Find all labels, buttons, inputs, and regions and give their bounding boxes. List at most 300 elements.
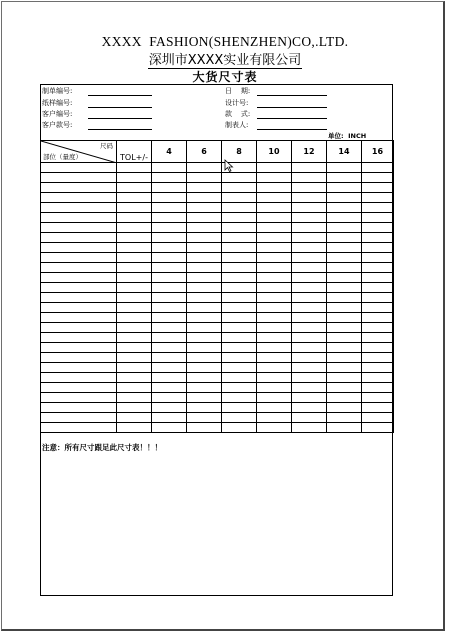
table-cell[interactable]	[222, 233, 257, 243]
table-cell[interactable]	[257, 423, 292, 433]
table-row	[41, 183, 394, 193]
table-cell[interactable]	[362, 303, 394, 313]
table-row	[41, 293, 394, 303]
table-row	[41, 353, 394, 363]
table-cell[interactable]	[327, 373, 362, 383]
table-cell[interactable]	[117, 313, 152, 323]
table-cell[interactable]	[362, 193, 394, 203]
table-cell[interactable]	[117, 203, 152, 213]
table-cell[interactable]	[327, 253, 362, 263]
table-cell[interactable]	[257, 273, 292, 283]
table-cell[interactable]	[187, 423, 222, 433]
table-cell[interactable]	[41, 353, 117, 363]
table-cell[interactable]	[41, 283, 117, 293]
table-cell[interactable]	[222, 173, 257, 183]
table-row	[41, 363, 394, 373]
table-cell[interactable]	[117, 323, 152, 333]
table-cell[interactable]	[257, 373, 292, 383]
table-row	[41, 283, 394, 293]
size-header-label: 尺码	[100, 142, 113, 150]
table-cell[interactable]	[41, 233, 117, 243]
table-cell[interactable]	[292, 413, 327, 423]
table-cell[interactable]	[327, 423, 362, 433]
table-cell[interactable]	[152, 383, 187, 393]
table-cell[interactable]	[222, 423, 257, 433]
table-cell[interactable]	[117, 363, 152, 373]
table-cell[interactable]	[152, 353, 187, 363]
table-cell[interactable]	[152, 283, 187, 293]
table-cell[interactable]	[117, 403, 152, 413]
table-cell[interactable]	[152, 293, 187, 303]
table-cell[interactable]	[362, 333, 394, 343]
table-row	[41, 243, 394, 253]
table-cell[interactable]	[187, 233, 222, 243]
table-cell[interactable]	[327, 283, 362, 293]
field-label-order-number: 制单编号:	[42, 87, 73, 95]
table-cell[interactable]	[152, 413, 187, 423]
table-cell[interactable]	[362, 313, 394, 323]
table-cell[interactable]	[362, 253, 394, 263]
table-cell[interactable]	[257, 393, 292, 403]
table-cell[interactable]	[362, 323, 394, 333]
table-cell[interactable]	[222, 183, 257, 193]
table-cell[interactable]	[327, 183, 362, 193]
table-cell[interactable]	[222, 353, 257, 363]
table-cell[interactable]	[292, 343, 327, 353]
table-cell[interactable]	[41, 213, 117, 223]
table-cell[interactable]	[362, 203, 394, 213]
table-cell[interactable]	[327, 363, 362, 373]
table-cell[interactable]	[41, 223, 117, 233]
table-cell[interactable]	[327, 343, 362, 353]
table-row	[41, 313, 394, 323]
table-cell[interactable]	[117, 253, 152, 263]
table-cell[interactable]	[257, 323, 292, 333]
table-cell[interactable]	[41, 393, 117, 403]
table-cell[interactable]	[292, 233, 327, 243]
table-cell[interactable]	[187, 273, 222, 283]
field-line-customer-number[interactable]	[88, 118, 152, 119]
table-cell[interactable]	[257, 283, 292, 293]
table-cell[interactable]	[41, 273, 117, 283]
table-row	[41, 213, 394, 223]
table-cell[interactable]	[327, 323, 362, 333]
table-cell[interactable]	[152, 273, 187, 283]
table-cell[interactable]	[152, 173, 187, 183]
table-cell[interactable]	[257, 193, 292, 203]
table-cell[interactable]	[257, 303, 292, 313]
table-cell[interactable]	[117, 273, 152, 283]
table-cell[interactable]	[292, 323, 327, 333]
table-cell[interactable]	[292, 423, 327, 433]
table-row	[41, 423, 394, 433]
table-cell[interactable]	[327, 333, 362, 343]
table-cell[interactable]	[222, 283, 257, 293]
table-cell[interactable]	[292, 333, 327, 343]
table-cell[interactable]	[292, 243, 327, 253]
table-cell[interactable]	[362, 413, 394, 423]
table-cell[interactable]	[41, 243, 117, 253]
table-row	[41, 373, 394, 383]
table-cell[interactable]	[292, 303, 327, 313]
part-header-label: 部位（量度）	[43, 153, 82, 161]
table-cell[interactable]	[117, 213, 152, 223]
field-line-pattern-number[interactable]	[88, 107, 152, 108]
table-row	[41, 383, 394, 393]
table-cell[interactable]	[257, 383, 292, 393]
table-cell[interactable]	[41, 293, 117, 303]
field-line-customer-style[interactable]	[88, 129, 152, 130]
table-cell[interactable]	[362, 183, 394, 193]
table-cell[interactable]	[152, 423, 187, 433]
table-cell[interactable]	[152, 203, 187, 213]
mouse-cursor-icon	[224, 159, 234, 173]
table-cell[interactable]	[222, 253, 257, 263]
table-cell[interactable]	[117, 413, 152, 423]
tol-header-cell: TOL+/-	[117, 141, 152, 163]
table-cell[interactable]	[187, 403, 222, 413]
field-label-customer-number: 客户编号:	[42, 110, 73, 118]
table-cell[interactable]	[222, 223, 257, 233]
field-line-style[interactable]	[257, 118, 327, 119]
table-cell[interactable]	[41, 363, 117, 373]
table-cell[interactable]	[152, 373, 187, 383]
table-cell[interactable]	[117, 263, 152, 273]
table-cell[interactable]	[117, 293, 152, 303]
table-cell[interactable]	[152, 213, 187, 223]
table-header-row	[41, 141, 394, 163]
table-cell[interactable]	[362, 293, 394, 303]
table-row	[41, 173, 394, 183]
table-cell[interactable]	[362, 163, 394, 173]
table-cell[interactable]	[222, 383, 257, 393]
field-label-style: 款 式:	[225, 110, 251, 118]
table-cell[interactable]	[292, 263, 327, 273]
table-cell[interactable]	[117, 373, 152, 383]
table-cell[interactable]	[257, 333, 292, 343]
table-cell[interactable]	[41, 203, 117, 213]
table-cell[interactable]	[222, 343, 257, 353]
table-cell[interactable]	[222, 323, 257, 333]
table-cell[interactable]	[187, 413, 222, 423]
table-cell[interactable]	[222, 193, 257, 203]
field-line-prepared-by[interactable]	[257, 129, 327, 130]
table-cell[interactable]	[187, 183, 222, 193]
table-cell[interactable]	[292, 293, 327, 303]
table-cell[interactable]	[152, 193, 187, 203]
table-cell[interactable]	[117, 173, 152, 183]
table-cell[interactable]	[362, 273, 394, 283]
table-cell[interactable]	[327, 403, 362, 413]
table-cell[interactable]	[187, 223, 222, 233]
table-cell[interactable]	[41, 343, 117, 353]
table-cell[interactable]	[292, 223, 327, 233]
field-label-design-number: 设计号:	[225, 99, 249, 107]
table-cell[interactable]	[187, 323, 222, 333]
table-cell[interactable]	[362, 173, 394, 183]
table-cell[interactable]	[152, 313, 187, 323]
table-cell[interactable]	[187, 343, 222, 353]
table-cell[interactable]	[362, 383, 394, 393]
table-cell[interactable]	[292, 353, 327, 363]
size-header-14: 14	[327, 141, 362, 163]
table-cell[interactable]	[292, 363, 327, 373]
table-cell[interactable]	[292, 253, 327, 263]
table-cell[interactable]	[187, 263, 222, 273]
company-name-chinese	[0, 49, 450, 68]
table-cell[interactable]	[222, 303, 257, 313]
table-cell[interactable]	[187, 173, 222, 183]
table-cell[interactable]	[152, 223, 187, 233]
table-cell[interactable]	[41, 263, 117, 273]
table-cell[interactable]	[257, 253, 292, 263]
table-cell[interactable]	[257, 203, 292, 213]
field-line-date[interactable]	[257, 95, 327, 96]
table-cell[interactable]	[187, 373, 222, 383]
table-cell[interactable]	[152, 183, 187, 193]
table-cell[interactable]	[41, 383, 117, 393]
table-cell[interactable]	[187, 333, 222, 343]
table-row	[41, 203, 394, 213]
table-cell[interactable]	[257, 173, 292, 183]
table-cell[interactable]	[327, 273, 362, 283]
table-cell[interactable]	[152, 233, 187, 243]
table-cell[interactable]	[292, 183, 327, 193]
table-cell[interactable]	[187, 203, 222, 213]
table-cell[interactable]	[327, 413, 362, 423]
table-cell[interactable]	[41, 313, 117, 323]
table-cell[interactable]	[327, 383, 362, 393]
table-row	[41, 253, 394, 263]
table-cell[interactable]	[41, 173, 117, 183]
document-title: 大货尺寸表	[192, 70, 258, 84]
table-cell[interactable]	[222, 243, 257, 253]
table-cell[interactable]	[292, 403, 327, 413]
table-cell[interactable]	[117, 343, 152, 353]
size-header-4: 4	[152, 141, 187, 163]
table-cell[interactable]	[187, 303, 222, 313]
table-cell[interactable]	[362, 213, 394, 223]
table-cell[interactable]	[117, 303, 152, 313]
table-cell[interactable]	[41, 193, 117, 203]
size-chart-table	[40, 140, 394, 433]
table-cell[interactable]	[187, 163, 222, 173]
table-cell[interactable]	[257, 183, 292, 193]
table-cell[interactable]	[327, 193, 362, 203]
field-line-order-number[interactable]	[88, 95, 152, 96]
table-cell[interactable]	[257, 353, 292, 363]
table-cell[interactable]	[292, 373, 327, 383]
table-cell[interactable]	[187, 393, 222, 403]
table-cell[interactable]	[41, 163, 117, 173]
table-cell[interactable]	[257, 243, 292, 253]
table-cell[interactable]	[257, 403, 292, 413]
table-cell[interactable]	[152, 363, 187, 373]
table-cell[interactable]	[327, 293, 362, 303]
table-cell[interactable]	[327, 393, 362, 403]
table-cell[interactable]	[117, 243, 152, 253]
table-cell[interactable]	[187, 353, 222, 363]
table-row	[41, 343, 394, 353]
field-label-date: 日 期:	[225, 87, 251, 95]
table-cell[interactable]	[117, 193, 152, 203]
table-cell[interactable]	[41, 333, 117, 343]
table-cell[interactable]	[187, 383, 222, 393]
table-cell[interactable]	[152, 253, 187, 263]
table-cell[interactable]	[222, 273, 257, 283]
table-cell[interactable]	[41, 303, 117, 313]
table-row	[41, 263, 394, 273]
table-cell[interactable]	[117, 353, 152, 363]
table-cell[interactable]	[117, 223, 152, 233]
table-cell[interactable]	[327, 203, 362, 213]
table-cell[interactable]	[152, 243, 187, 253]
table-cell[interactable]	[222, 333, 257, 343]
table-cell[interactable]	[362, 223, 394, 233]
table-cell[interactable]	[362, 233, 394, 243]
table-cell[interactable]	[257, 263, 292, 273]
table-cell[interactable]	[327, 353, 362, 363]
table-cell[interactable]	[362, 373, 394, 383]
table-cell[interactable]	[187, 213, 222, 223]
table-row	[41, 223, 394, 233]
table-cell[interactable]	[222, 313, 257, 323]
table-row	[41, 413, 394, 423]
table-cell[interactable]	[362, 393, 394, 403]
table-cell[interactable]	[117, 233, 152, 243]
field-line-design-number[interactable]	[257, 107, 327, 108]
table-cell[interactable]	[41, 373, 117, 383]
table-cell[interactable]	[41, 423, 117, 433]
table-cell[interactable]	[292, 313, 327, 323]
table-cell[interactable]	[152, 333, 187, 343]
table-cell[interactable]	[257, 413, 292, 423]
note-text: 注意：所有尺寸跟足此尺寸表！！！	[42, 443, 162, 452]
table-cell[interactable]	[362, 343, 394, 353]
table-cell[interactable]	[41, 253, 117, 263]
table-cell[interactable]	[257, 293, 292, 303]
table-cell[interactable]	[362, 363, 394, 373]
table-cell[interactable]	[152, 323, 187, 333]
table-cell[interactable]	[41, 413, 117, 423]
table-cell[interactable]	[362, 243, 394, 253]
table-row	[41, 323, 394, 333]
table-cell[interactable]	[187, 193, 222, 203]
table-cell[interactable]	[292, 273, 327, 283]
table-cell[interactable]	[292, 193, 327, 203]
table-cell[interactable]	[117, 163, 152, 173]
table-cell[interactable]	[362, 263, 394, 273]
field-label-customer-style: 客户款号:	[42, 121, 73, 129]
table-cell[interactable]	[362, 283, 394, 293]
table-cell[interactable]	[152, 303, 187, 313]
table-cell[interactable]	[222, 203, 257, 213]
table-cell[interactable]	[327, 243, 362, 253]
table-cell[interactable]	[362, 403, 394, 413]
table-cell[interactable]	[327, 303, 362, 313]
table-cell[interactable]	[41, 403, 117, 413]
table-row	[41, 163, 394, 173]
size-header-6: 6	[187, 141, 222, 163]
table-cell[interactable]	[117, 423, 152, 433]
table-cell[interactable]	[152, 263, 187, 273]
table-cell[interactable]	[327, 313, 362, 323]
table-cell[interactable]	[222, 413, 257, 423]
table-cell[interactable]	[257, 223, 292, 233]
table-cell[interactable]	[222, 393, 257, 403]
table-cell[interactable]	[222, 213, 257, 223]
table-cell[interactable]	[152, 393, 187, 403]
table-cell[interactable]	[41, 323, 117, 333]
table-cell[interactable]	[41, 183, 117, 193]
table-cell[interactable]	[222, 403, 257, 413]
table-cell[interactable]	[292, 283, 327, 293]
size-header-10: 10	[257, 141, 292, 163]
table-cell[interactable]	[117, 393, 152, 403]
table-cell[interactable]	[222, 373, 257, 383]
table-cell[interactable]	[117, 333, 152, 343]
table-row	[41, 193, 394, 203]
size-header-16: 16	[362, 141, 394, 163]
table-cell[interactable]	[152, 163, 187, 173]
table-cell[interactable]	[152, 403, 187, 413]
company-name-english: XXXX FASHION(SHENZHEN)CO,.LTD.	[101, 34, 349, 49]
table-cell[interactable]	[327, 263, 362, 273]
table-cell[interactable]	[362, 423, 394, 433]
table-cell[interactable]	[152, 343, 187, 353]
table-cell[interactable]	[187, 243, 222, 253]
table-cell[interactable]	[257, 233, 292, 243]
table-row	[41, 333, 394, 343]
table-cell[interactable]	[257, 313, 292, 323]
table-cell[interactable]	[292, 163, 327, 173]
table-cell[interactable]	[187, 253, 222, 263]
table-cell[interactable]	[327, 213, 362, 223]
table-cell[interactable]	[222, 293, 257, 303]
table-cell[interactable]	[292, 383, 327, 393]
table-cell[interactable]	[257, 343, 292, 353]
table-cell[interactable]	[327, 173, 362, 183]
table-row	[41, 233, 394, 243]
table-cell[interactable]	[327, 223, 362, 233]
table-cell[interactable]	[292, 203, 327, 213]
table-cell[interactable]	[222, 363, 257, 373]
table-cell[interactable]	[292, 393, 327, 403]
table-cell[interactable]	[362, 353, 394, 363]
table-cell[interactable]	[327, 163, 362, 173]
table-cell[interactable]	[292, 173, 327, 183]
table-cell[interactable]	[292, 213, 327, 223]
unit-label: 单位: INCH	[328, 132, 367, 140]
table-row	[41, 393, 394, 403]
table-cell[interactable]	[187, 363, 222, 373]
part-size-header-cell	[41, 141, 117, 163]
table-cell[interactable]	[257, 213, 292, 223]
table-cell[interactable]	[327, 233, 362, 243]
table-cell[interactable]	[117, 183, 152, 193]
table-cell[interactable]	[117, 383, 152, 393]
table-cell[interactable]	[187, 283, 222, 293]
table-cell[interactable]	[117, 283, 152, 293]
table-row	[41, 273, 394, 283]
table-cell[interactable]	[187, 313, 222, 323]
table-cell[interactable]	[257, 363, 292, 373]
table-cell[interactable]	[187, 293, 222, 303]
table-cell[interactable]	[222, 263, 257, 273]
field-label-pattern-number: 纸样编号:	[42, 99, 73, 107]
table-cell[interactable]	[257, 163, 292, 173]
table-row	[41, 303, 394, 313]
